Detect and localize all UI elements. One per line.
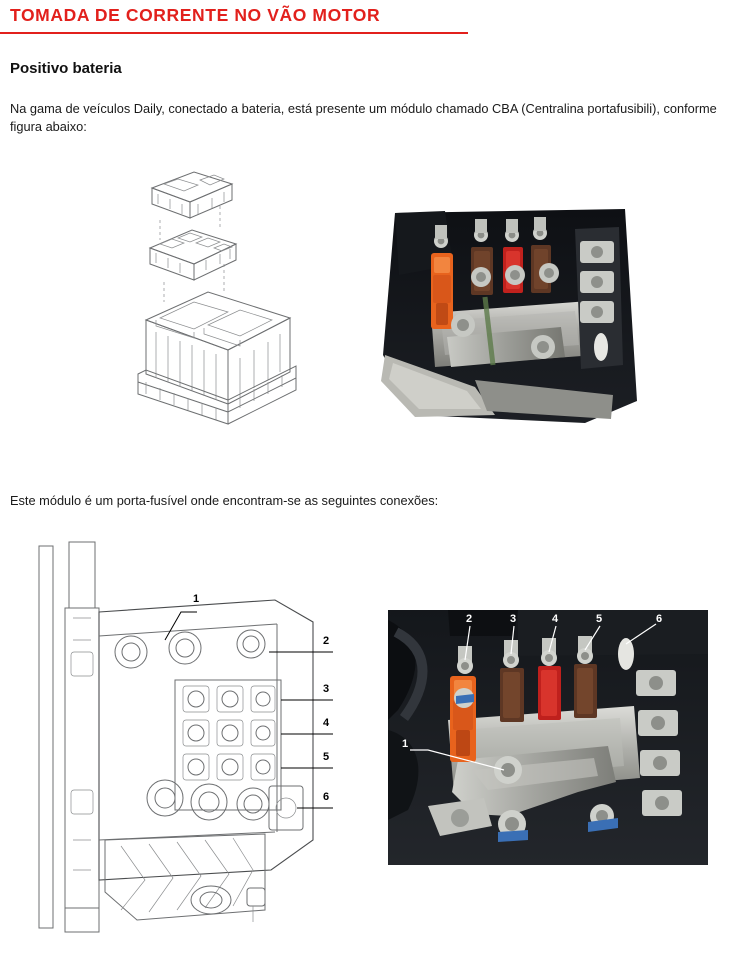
- module-photo-svg: [388, 610, 708, 865]
- callout-6: [297, 791, 333, 808]
- battery-body: [146, 292, 290, 404]
- fuse-carrier-part: [150, 230, 236, 280]
- cba-cover-part: [152, 172, 232, 218]
- callout-photo-label-3: 3: [510, 613, 517, 625]
- callout-label-3: 3: [323, 683, 330, 695]
- callout-label-2: 2: [323, 635, 330, 647]
- callout-4: [281, 717, 333, 734]
- callout-photo-label-1: 1: [402, 738, 409, 750]
- title-underline: [0, 32, 468, 34]
- callout-photo-label-5: 5: [596, 613, 603, 625]
- battery-exploded-figure: [120, 160, 320, 430]
- callout-2: [269, 635, 333, 652]
- module-line-figure: [25, 540, 355, 940]
- callout-label-4: 4: [323, 717, 330, 729]
- callout-label-1: 1: [193, 593, 200, 605]
- module-photo-figure: [388, 610, 708, 865]
- callout-photo-label-6: 6: [656, 613, 663, 625]
- cba-module-photo-svg: [375, 205, 645, 430]
- module-line-svg: [25, 540, 355, 940]
- callout-label-6: 6: [323, 791, 330, 803]
- module-left-rail: [39, 542, 99, 932]
- intro-paragraph: Na gama de veículos Daily, conectado a bateria, está presente um módulo chamado CBA (Centralina portafusibili), conforme figura abaixo:: [10, 101, 717, 134]
- page-title: TOMADA DE CORRENTE NO VÃO MOTOR: [10, 5, 381, 25]
- callout-label-5: 5: [323, 751, 330, 763]
- callout-5: [281, 751, 333, 768]
- section-subtitle: Positivo bateria: [10, 60, 122, 77]
- cba-module-photo-figure: [375, 205, 645, 430]
- module-main-body: [99, 600, 313, 922]
- callout-photo-label-4: 4: [552, 613, 559, 625]
- callout-3: [281, 683, 333, 700]
- second-paragraph: Este módulo é um porta-fusível onde encontram-se as seguintes conexões:: [10, 493, 439, 508]
- battery-exploded-svg: [120, 160, 320, 430]
- battery-tray: [138, 366, 296, 424]
- callout-1: [165, 593, 199, 640]
- callout-photo-label-2: 2: [466, 613, 473, 625]
